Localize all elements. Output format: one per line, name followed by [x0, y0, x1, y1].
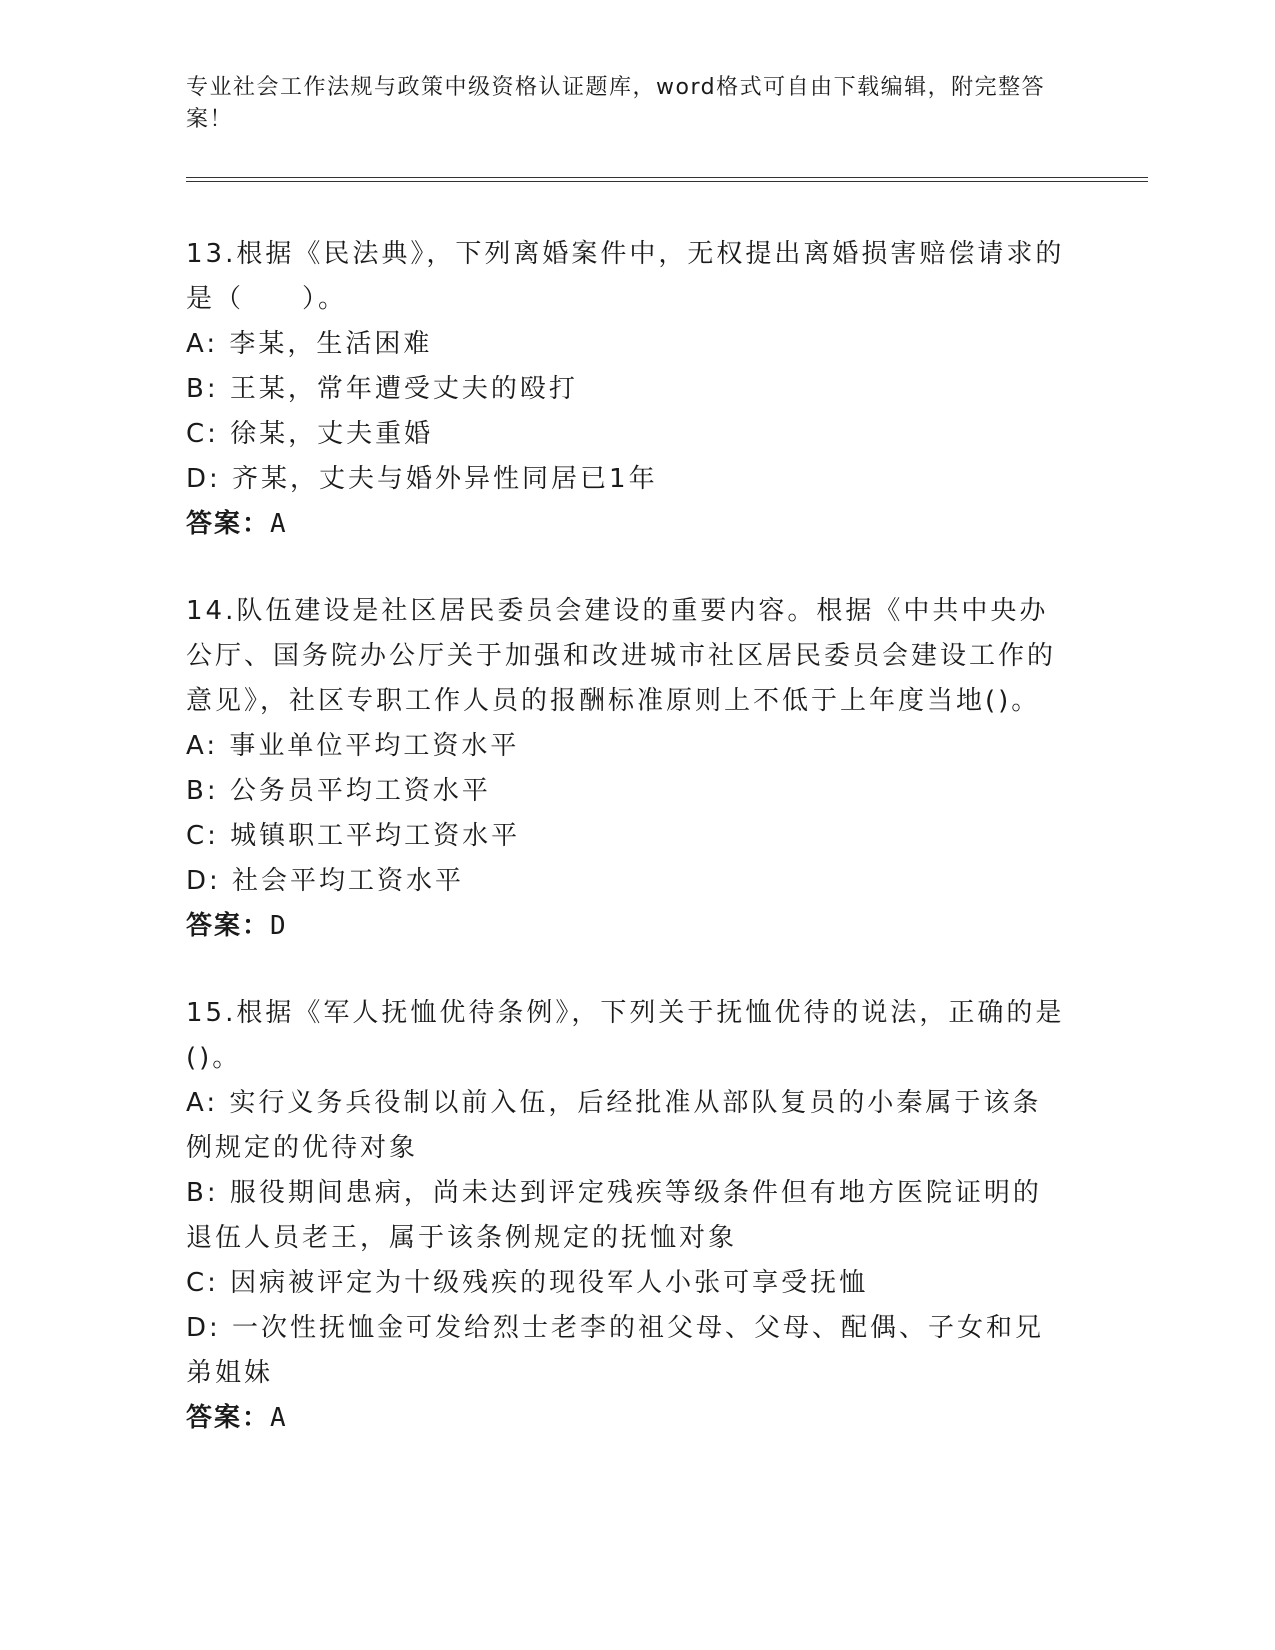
question-list	[186, 232, 1066, 1483]
document-header: 专业社会工作法规与政策中级资格认证题库，word格式可自由下载编辑，附完整答案！	[186, 75, 1046, 132]
answer-line	[186, 1396, 1066, 1441]
option-b: B: 服役期间患病，尚未达到评定残疾等级条件但有地方医院证明的退伍人员老王，属于该条例规定的抚恤对象	[186, 1178, 1042, 1253]
answer-value: A	[270, 1403, 288, 1433]
option-b: B: 王某，常年遭受丈夫的殴打	[186, 374, 578, 404]
answer-line	[186, 904, 1066, 949]
question-item	[186, 991, 1066, 1441]
option-c: C: 因病被评定为十级残疾的现役军人小张可享受抚恤	[186, 1268, 869, 1298]
answer-value: A	[270, 509, 288, 539]
question-stem: 15.根据《军人抚恤优待条例》，下列关于抚恤优待的说法，正确的是()。	[186, 998, 1065, 1073]
option-c: C: 城镇职工平均工资水平	[186, 821, 521, 851]
option-a: A: 事业单位平均工资水平	[186, 731, 520, 761]
option-a: A: 李某，生活困难	[186, 329, 433, 359]
answer-label: 答案：	[186, 911, 271, 941]
question-item	[186, 589, 1066, 949]
option-c: C: 徐某，丈夫重婚	[186, 419, 434, 449]
answer-line	[186, 502, 1066, 547]
answer-value: D	[270, 911, 288, 941]
header-divider-bottom	[186, 181, 1148, 182]
option-d: D: 社会平均工资水平	[186, 866, 465, 896]
answer-label: 答案：	[186, 509, 271, 539]
option-a: A: 实行义务兵役制以前入伍，后经批准从部队复员的小秦属于该条例规定的优待对象	[186, 1088, 1042, 1163]
question-stem: 13.根据《民法典》，下列离婚案件中，无权提出离婚损害赔偿请求的是（ ）。	[186, 239, 1065, 314]
option-d: D: 一次性抚恤金可发给烈士老李的祖父母、父母、配偶、子女和兄弟姐妹	[186, 1313, 1045, 1388]
header-divider-top	[186, 177, 1148, 178]
question-stem: 14.队伍建设是社区居民委员会建设的重要内容。根据《中共中央办公厅、国务院办公厅关于加强和改进城市社区居民委员会建设工作的意见》，社区专职工作人员的报酬标准原则上不低于上年度当地()。	[186, 596, 1057, 716]
option-d: D: 齐某，丈夫与婚外异性同居已1年	[186, 464, 658, 494]
answer-label: 答案：	[186, 1403, 271, 1433]
option-b: B: 公务员平均工资水平	[186, 776, 491, 806]
question-item	[186, 232, 1066, 547]
